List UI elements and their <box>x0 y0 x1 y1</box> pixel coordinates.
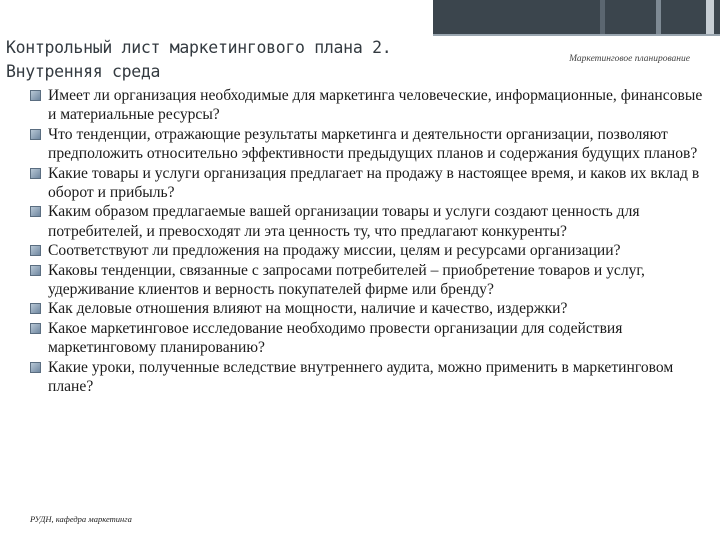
list-item <box>30 241 710 260</box>
list-item-text: Имеет ли организация необходимые для маркетинга человеческие, информационные, финансовые и материальные ресурсы? <box>48 87 703 124</box>
square-bullet-icon <box>30 90 41 101</box>
square-bullet-icon <box>30 245 41 256</box>
list-item-text: Каковы тенденции, связанные с запросами потребителей – приобретение товаров и услуг, удерживание клиентов и верность покупателей фирме или бренду? <box>48 261 645 299</box>
checklist <box>30 86 710 397</box>
list-item-text: Какое маркетинговое исследование необходимо провести организации для содействия маркетинговому планированию? <box>48 319 623 357</box>
header-underline <box>433 34 720 36</box>
header-note: Маркетинговое планирование <box>569 54 690 64</box>
list-item <box>30 164 710 203</box>
header-stripe <box>656 0 661 34</box>
list-item-text: Что тенденции, отражающие результаты маркетинга и деятельности организации, позволяют предположить относительно эффективности предыдущих планов и содержания будущих планов? <box>48 125 698 163</box>
square-bullet-icon <box>30 323 41 334</box>
list-item-text: Какие уроки, полученные вследствие внутреннего аудита, можно применить в маркетинговом плане? <box>48 358 674 396</box>
square-bullet-icon <box>30 265 41 276</box>
list-item <box>30 299 710 318</box>
list-item-text: Как деловые отношения влияют на мощности, наличие и качество, издержки? <box>48 300 568 318</box>
square-bullet-icon <box>30 362 41 373</box>
square-bullet-icon <box>30 168 41 179</box>
square-bullet-icon <box>30 206 41 217</box>
slide-title-line-2: Внутренняя среда <box>6 62 161 81</box>
list-item-text: Какие товары и услуги организация предлагает на продажу в настоящее время, и каков их вклад в оборот и прибыль? <box>48 164 700 202</box>
list-item <box>30 358 710 397</box>
square-bullet-icon <box>30 303 41 314</box>
footer-note: РУДН, кафедра маркетинга <box>30 514 132 524</box>
list-item <box>30 86 710 125</box>
list-item <box>30 319 710 358</box>
list-item-text: Каким образом предлагаемые вашей организации товары и услуги создают ценность для потребителей, и превосходят ли эта ценность ту, что предлагают конкуренты? <box>48 203 640 240</box>
list-item <box>30 261 710 300</box>
header-decoration-bar <box>433 0 720 34</box>
header-stripe <box>600 0 605 34</box>
square-bullet-icon <box>30 129 41 140</box>
slide-title-line-1: Контрольный лист маркетингового плана 2. <box>6 38 392 57</box>
header-stripe <box>706 0 714 34</box>
list-item-text: Соответствуют ли предложения на продажу миссии, целям и ресурсами организации? <box>48 242 621 260</box>
list-item <box>30 125 710 164</box>
list-item <box>30 202 710 241</box>
slide-title <box>6 36 426 84</box>
